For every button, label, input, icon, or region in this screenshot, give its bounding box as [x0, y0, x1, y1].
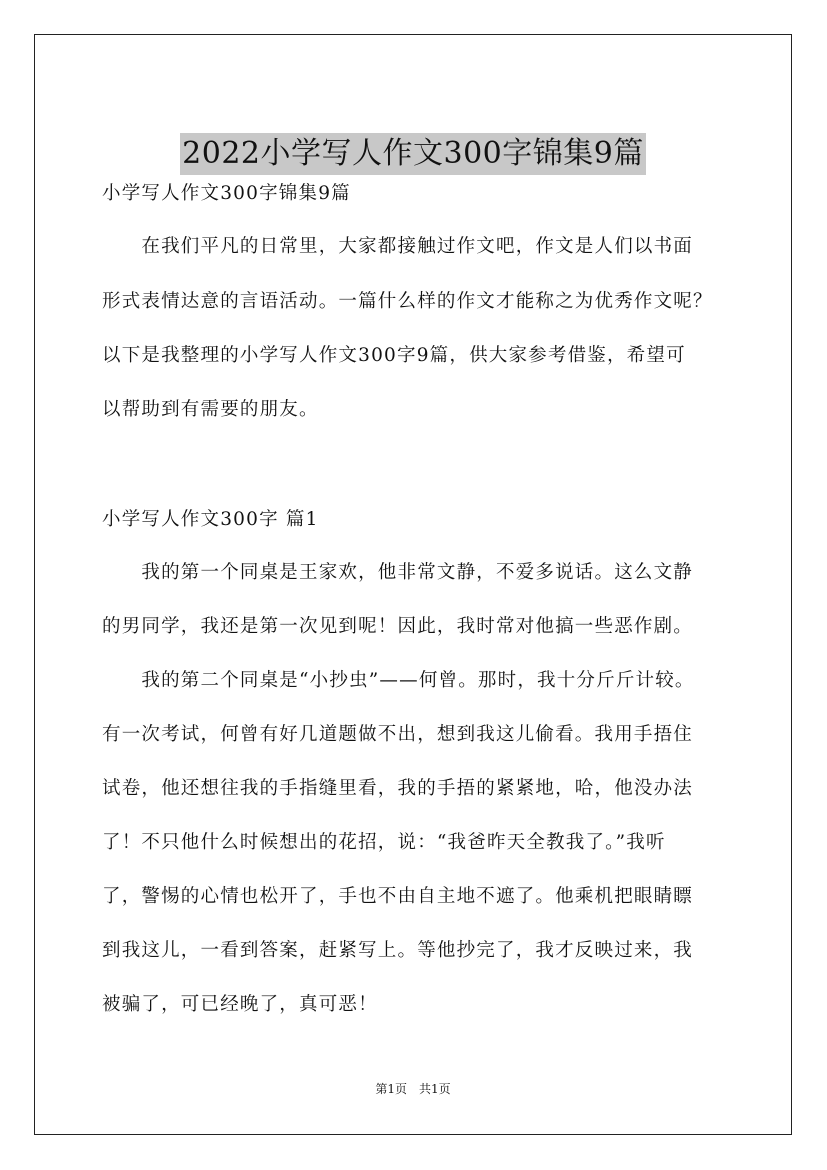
body-line: 我的第一个同桌是王家欢，他非常文静，不爱多说话。这么文静 [102, 562, 694, 583]
body-line: 了！不只他什么时候想出的花招，说：“我爸昨天全教我了。”我听 [102, 832, 666, 853]
body-line: 形式表情达意的言语活动。一篇什么样的作文才能称之为优秀作文呢？ [102, 291, 713, 312]
document-title: 2022小学写人作文300字锦集9篇 [180, 133, 646, 175]
title-container [35, 133, 791, 175]
body-line: 有一次考试，何曾有好几道题做不出，想到我这儿偷看。我用手捂住 [102, 724, 694, 745]
section-heading: 小学写人作文300字 篇1 [102, 509, 319, 530]
body-line: 以帮助到有需要的朋友。 [102, 399, 319, 420]
body-line: 我的第二个同桌是“小抄虫”——何曾。那时，我十分斤斤计较。 [102, 670, 695, 691]
subtitle-line: 小学写人作文300字锦集9篇 [102, 183, 351, 204]
body-line: 被骗了，可已经晚了，真可恶！ [102, 994, 378, 1015]
body-line: 的男同学，我还是第一次见到呢！因此，我时常对他搞一些恶作剧。 [102, 616, 694, 637]
document-page [34, 34, 792, 1135]
body-line: 在我们平凡的日常里，大家都接触过作文吧，作文是人们以书面 [102, 236, 694, 257]
body-line: 试卷，他还想往我的手指缝里看，我的手捂的紧紧地，哈，他没办法 [102, 778, 694, 799]
body-line: 了，警惕的心情也松开了，手也不由自主地不遮了。他乘机把眼睛瞟 [102, 886, 694, 907]
page-footer: 第1页 共1页 [375, 1082, 451, 1096]
body-line: 以下是我整理的小学写人作文300字9篇，供大家参考借鉴，希望可 [102, 345, 686, 366]
body-line: 到我这儿，一看到答案，赶紧写上。等他抄完了，我才反映过来，我 [102, 940, 694, 961]
